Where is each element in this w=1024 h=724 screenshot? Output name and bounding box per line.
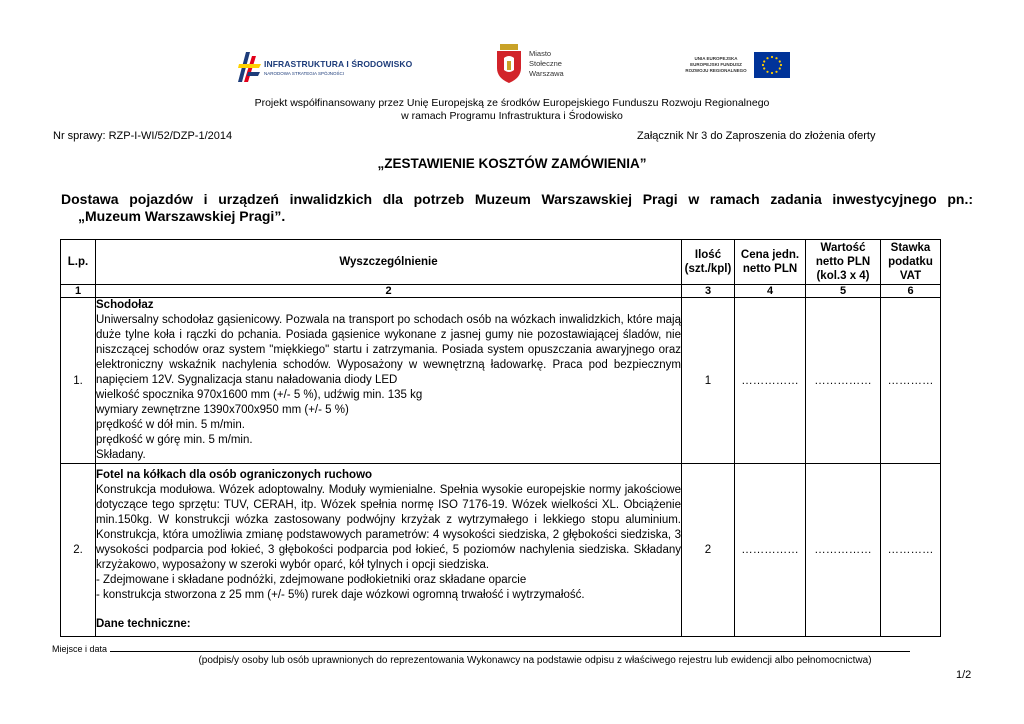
logo-row — [0, 42, 1024, 90]
eu-logo-line2: EUROPEJSKI FUNDUSZ — [690, 62, 742, 67]
eu-logo-text — [680, 56, 752, 74]
document-title: „ZESTAWIENIE KOSZTÓW ZAMÓWIENIA” — [377, 156, 647, 171]
case-number: Nr sprawy: RZP-I-WI/52/DZP-1/2014 — [53, 130, 233, 142]
header-net-value: Wartość netto PLN (kol.3 x 4) — [806, 240, 881, 285]
column-number: 5 — [806, 285, 881, 298]
header-unit-price: Cena jedn. netto PLN — [735, 240, 806, 285]
column-number: 4 — [735, 285, 806, 298]
subject-line-1: Dostawa pojazdów i urządzeń inwalidzkich dla potrzeb Muzeum Warszawskiej Pragi w ramach zadania inwestycyjnego pn.: — [61, 191, 973, 207]
table-row — [61, 464, 941, 637]
infrastructure-logo — [236, 50, 436, 84]
warsaw-logo — [494, 44, 604, 84]
warsaw-logo-line1: Miasto — [529, 49, 552, 58]
project-funding-line-1: Projekt współfinansowany przez Unię Europejską ze środków Europejskiego Funduszu Rozwoju Regionalnego — [254, 97, 770, 109]
row-unit-price-field[interactable]: …………… — [735, 464, 806, 637]
item-spec: wielkość spocznika 970x1600 mm (+/- 5 %), udźwig min. 135 kg — [96, 389, 423, 401]
infrastructure-logo-title: INFRASTRUKTURA I ŚRODOWISKO — [264, 59, 413, 69]
item-spec: Składany. — [96, 449, 146, 461]
table-header-row — [61, 240, 941, 285]
attachment-reference: Załącznik Nr 3 do Zaproszenia do złożenia oferty — [637, 130, 876, 142]
eu-flag-icon — [754, 52, 790, 78]
warsaw-coat-of-arms-icon — [494, 44, 524, 84]
table-row — [61, 298, 941, 464]
signature-note: (podpis/y osoby lub osób uprawnionych do reprezentowania Wykonawcy na podstawie odpisu z właściwego rejestru lub ewidencji albo pełnomocnictwa) — [198, 655, 872, 666]
row-net-value-field[interactable]: …………… — [806, 298, 881, 464]
eu-logo-line3: ROZWOJU REGIONALNEGO — [685, 68, 747, 73]
infrastructure-emblem-icon — [236, 50, 262, 84]
column-number: 2 — [96, 285, 682, 298]
warsaw-logo-line2: Stołeczne — [529, 59, 562, 68]
item-spec: - Zdejmowane i składane podnóżki, zdejmowane podłokietniki oraz składane oparcie — [96, 574, 527, 586]
tech-data-heading: Dane techniczne: — [96, 618, 191, 630]
project-funding-line-2: w ramach Programu Infrastruktura i Środowisko — [401, 110, 623, 122]
item-title: Fotel na kółkach dla osób ograniczonych ruchowo — [96, 469, 373, 481]
row-vat-field[interactable]: ………… — [881, 298, 941, 464]
row-description — [96, 464, 682, 637]
column-number: 6 — [881, 285, 941, 298]
item-title: Schodołaz — [96, 299, 154, 311]
row-net-value-field[interactable]: …………… — [806, 464, 881, 637]
item-description: Uniwersalny schodołaz gąsienicowy. Pozwala na transport po schodach osób na wózkach inwalidzkich, które mają duże tylne koła i rączki do pchania. Posiada gąsienice wykonane z jasnej gumy nie pozostawiającej śladów, nie niszczącej schodów oraz system "miękkiego" startu i zatrzymania. Posiada system opuszczania awaryjnego oraz elektroniczny wskaźnik nachylenia schodów. Wyposażony w wewnętrzną ładowarkę. Praca pod bezpiecznym napięciem 12V. Sygnalizacja stanu naładowania diody LED — [96, 314, 681, 386]
column-number-row — [61, 285, 941, 298]
column-number: 3 — [682, 285, 735, 298]
column-number: 1 — [61, 285, 96, 298]
row-lp: 1. — [61, 298, 96, 464]
place-and-date-line[interactable] — [110, 643, 910, 652]
row-lp: 2. — [61, 464, 96, 637]
row-vat-field[interactable]: ………… — [881, 464, 941, 637]
item-spec: wymiary zewnętrzne 1390x700x950 mm (+/- 5 %) — [96, 404, 349, 416]
subject-line-2: „Muzeum Warszawskiej Pragi”. — [78, 208, 286, 224]
infrastructure-logo-subtitle: NARODOWA STRATEGIA SPÓJNOŚCI — [264, 71, 345, 76]
row-unit-price-field[interactable]: …………… — [735, 298, 806, 464]
item-description: Konstrukcja modułowa. Wózek adoptowalny. Moduły wymienialne. Spełnia wysokie europejskie normy jakościowe dotyczące tego sprzętu: TUV, CERAH, itp. Wózek spełnia normę ISO 7176-19. Wózek wielkości XL. Obciążenie min.150kg. W konstrukcji wózka zastosowany podwójny krzyżak z wytrzymałego i lekkiego stopu aluminium. Konstrukcja, która umożliwia zmianę podstawowych parametrów: 4 wysokości siedziska, 2 głębokości siedziska, 3 wysokości podparcia pod łokieć, 3 głębokości podparcia pod łokieć, 5 poziomów nachylenia siedziska. Składany krzyżakowo, wyposażony w szeroki wybór oparć, kół tylnych i opcji siedziska. — [96, 484, 681, 571]
eu-logo — [680, 50, 792, 82]
item-spec: prędkość w dół min. 5 m/min. — [96, 419, 245, 431]
item-spec: - konstrukcja stworzona z 25 mm (+/- 5%) rurek daje wózkowi ogromną trwałość i wytrzymałość. — [96, 589, 585, 601]
item-spec: prędkość w górę min. 5 m/min. — [96, 434, 253, 446]
header-qty: Ilość (szt./kpl) — [682, 240, 735, 285]
row-description — [96, 298, 682, 464]
warsaw-logo-text — [529, 49, 564, 79]
place-and-date-label: Miejsce i data — [52, 644, 108, 654]
header-lp: L.p. — [61, 240, 96, 285]
page-number: 1/2 — [956, 669, 972, 681]
row-qty: 1 — [682, 298, 735, 464]
header-vat: Stawka podatku VAT — [881, 240, 941, 285]
header-item: Wyszczególnienie — [96, 240, 682, 285]
place-and-date — [52, 643, 910, 654]
eu-logo-line1: UNIA EUROPEJSKA — [694, 56, 738, 61]
cost-table — [60, 239, 941, 637]
row-qty: 2 — [682, 464, 735, 637]
warsaw-logo-line3: Warszawa — [529, 69, 564, 78]
